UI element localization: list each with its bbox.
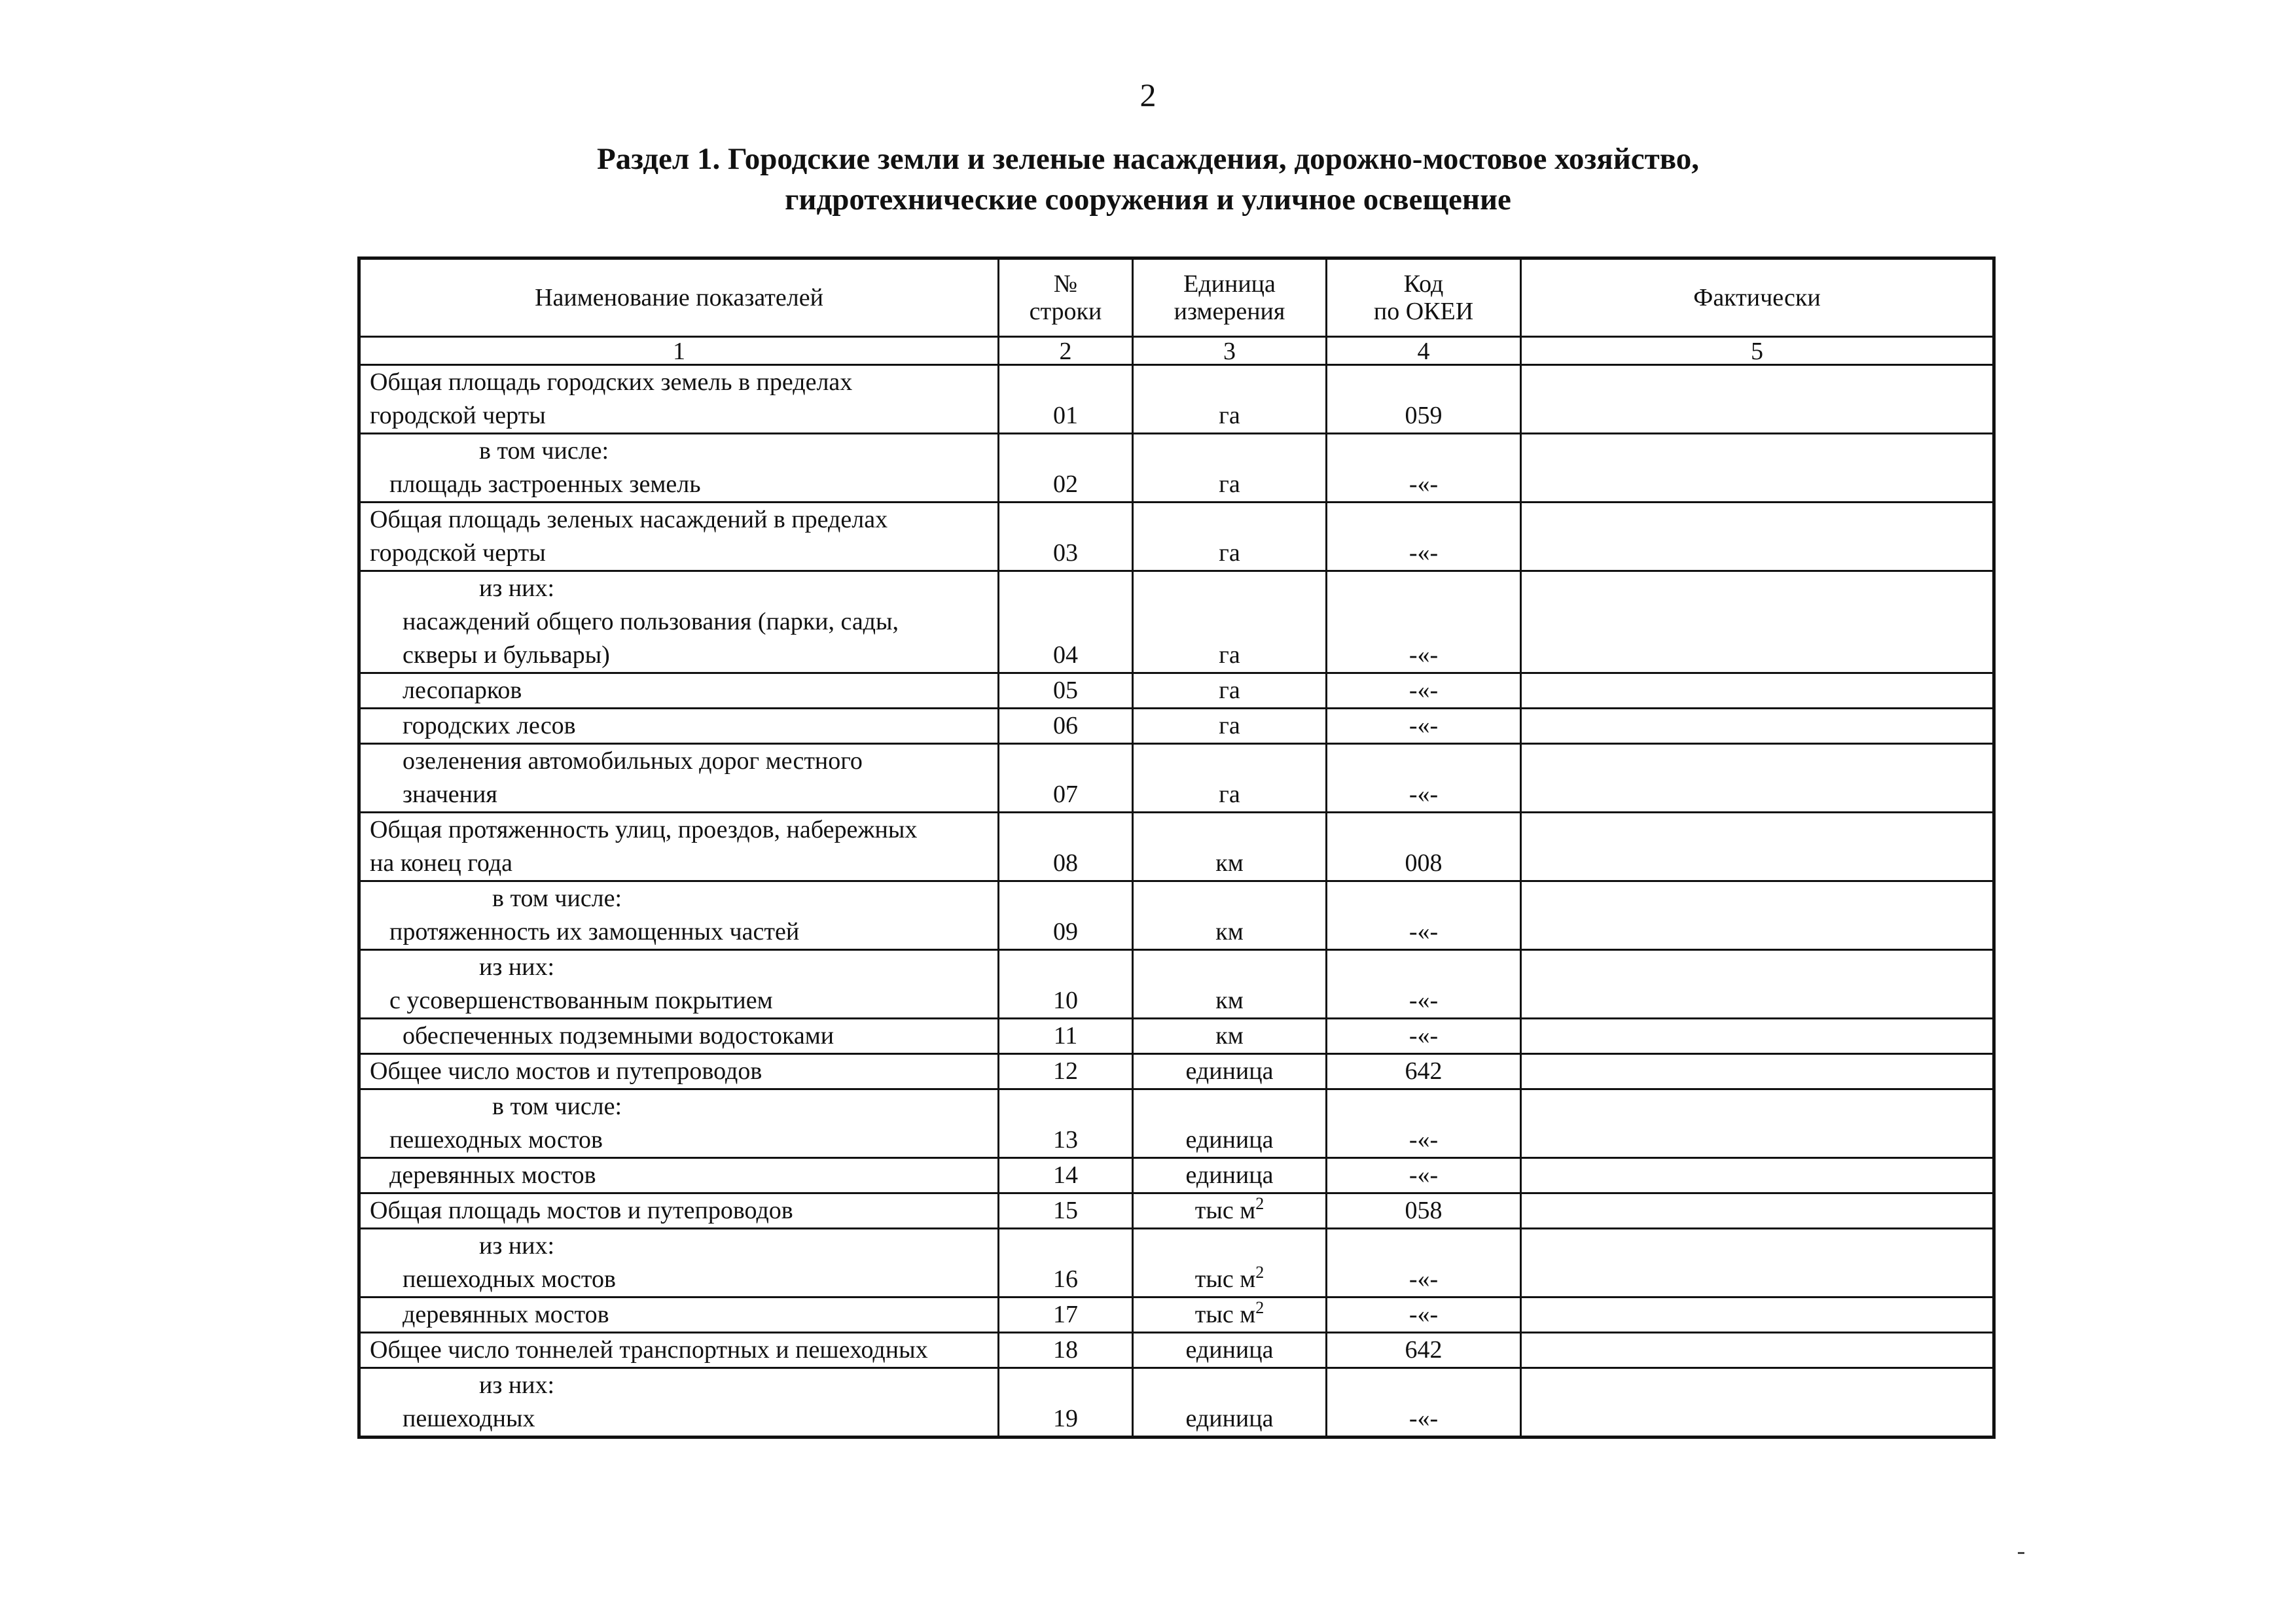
table-row [359,744,1994,813]
unit-text: единица [1185,1336,1274,1364]
unit-superscript: 2 [1255,1263,1265,1282]
unit-text: единица [1185,1405,1274,1432]
okei-code-cell: 059 [1327,365,1521,434]
actual-value-cell[interactable] [1521,1333,1994,1368]
column-number: 1 [359,337,999,365]
indicator-name-cell [359,365,999,434]
indicator-name-cell [359,881,999,950]
indicator-name-cell [359,1089,999,1158]
header-unit-line-2: измерения [1174,298,1285,325]
actual-value-cell[interactable] [1521,881,1994,950]
unit-text: га [1219,781,1240,808]
header-okei-code [1327,258,1521,337]
indicator-name-cell [359,434,999,503]
unit-text: га [1219,641,1240,669]
unit-cell [1133,365,1327,434]
okei-code-cell: -«- [1327,950,1521,1019]
indicator-name-line: пешеходных мостов [389,1126,603,1154]
section-title-line-1: Раздел 1. Городские земли и зеленые насаждения, дорожно-мостовое хозяйство, [596,142,1700,176]
table-row [359,1229,1994,1297]
row-number-cell: 18 [999,1333,1133,1368]
indicators-table [357,256,1996,1439]
indicator-name-line: Общая протяженность улиц, проездов, набережных [370,816,918,843]
indicator-name-line: Общая площадь городских земель в пределах [370,368,853,396]
unit-text: тыс м [1194,1265,1256,1293]
okei-code-cell: -«- [1327,709,1521,744]
okei-code-cell: 008 [1327,813,1521,881]
header-row-number-line-1: № [1053,270,1078,298]
header-unit [1133,258,1327,337]
indicator-name-cell [359,503,999,571]
unit-text: тыс м [1194,1197,1256,1224]
table-row [359,1019,1994,1054]
indicator-name-line: протяженность их замощенных частей [389,918,800,945]
okei-code-cell: 642 [1327,1054,1521,1089]
row-number-cell: 19 [999,1368,1133,1438]
unit-cell [1133,744,1327,813]
indicator-name-cell [359,1333,999,1368]
unit-text: тыс м [1194,1301,1256,1328]
okei-code-cell: 058 [1327,1193,1521,1229]
table-row [359,950,1994,1019]
okei-code-cell: -«- [1327,1368,1521,1438]
table-row [359,571,1994,673]
table-body [359,365,1994,1438]
indicator-name-line: Общая площадь мостов и путепроводов [370,1197,793,1224]
unit-text: км [1215,1022,1244,1050]
column-number: 4 [1327,337,1521,365]
unit-cell [1133,571,1327,673]
header-okei-code-line-2: по ОКЕИ [1373,298,1474,325]
unit-superscript: 2 [1255,1298,1265,1317]
column-number: 2 [999,337,1133,365]
actual-value-cell[interactable] [1521,813,1994,881]
indicator-name-line: лесопарков [403,677,522,704]
actual-value-cell[interactable] [1521,709,1994,744]
okei-code-cell: -«- [1327,434,1521,503]
indicator-name-cell [359,709,999,744]
row-number-cell: 16 [999,1229,1133,1297]
indicator-name-line: из них: [479,1371,555,1399]
table-row [359,434,1994,503]
indicator-name-cell [359,1054,999,1089]
table-row [359,709,1994,744]
indicator-name-line: с усовершенствованным покрытием [389,987,773,1014]
row-number-cell: 11 [999,1019,1133,1054]
unit-cell [1133,434,1327,503]
table-row [359,1089,1994,1158]
unit-text: га [1219,539,1240,567]
indicator-name-cell [359,813,999,881]
indicator-name-line: в том числе: [492,1093,622,1120]
actual-value-cell[interactable] [1521,673,1994,709]
okei-code-cell: -«- [1327,1297,1521,1333]
row-number-cell: 01 [999,365,1133,434]
row-number-cell: 03 [999,503,1133,571]
unit-cell [1133,1297,1327,1333]
indicator-name-line: пешеходных [403,1405,535,1432]
row-number-cell: 14 [999,1158,1133,1193]
okei-code-cell: -«- [1327,1019,1521,1054]
table-row [359,1158,1994,1193]
unit-cell [1133,709,1327,744]
unit-cell [1133,1019,1327,1054]
unit-cell [1133,881,1327,950]
indicator-name-line: Общее число тоннелей транспортных и пешеходных [370,1336,928,1364]
header-name: Наименование показателей [359,258,999,337]
row-number-cell: 04 [999,571,1133,673]
column-number-row [359,337,1994,365]
table-row [359,1054,1994,1089]
table-row [359,1297,1994,1333]
indicator-name-line: пешеходных мостов [403,1265,616,1293]
unit-text: единица [1185,1161,1274,1189]
actual-value-cell[interactable] [1521,1089,1994,1158]
unit-cell [1133,1193,1327,1229]
unit-text: км [1215,918,1244,945]
indicator-name-line: озеленения автомобильных дорог местного [403,747,863,775]
indicator-name-line: значения [403,781,497,808]
table-row [359,1193,1994,1229]
row-number-cell: 10 [999,950,1133,1019]
unit-cell [1133,950,1327,1019]
okei-code-cell: -«- [1327,673,1521,709]
header-row-number [999,258,1133,337]
indicator-name-line: в том числе: [479,437,609,465]
indicator-name-line: на конец года [370,849,513,877]
unit-cell [1133,1158,1327,1193]
indicator-name-cell [359,1193,999,1229]
okei-code-cell: -«- [1327,571,1521,673]
actual-value-cell[interactable] [1521,1054,1994,1089]
indicator-name-cell [359,1019,999,1054]
row-number-cell: 12 [999,1054,1133,1089]
indicator-name-line: насаждений общего пользования (парки, сады, [403,608,899,635]
indicator-name-cell [359,950,999,1019]
okei-code-cell: -«- [1327,1158,1521,1193]
indicator-name-cell [359,1229,999,1297]
actual-value-cell[interactable] [1521,1297,1994,1333]
okei-code-cell: -«- [1327,744,1521,813]
indicator-name-line: Общее число мостов и путепроводов [370,1057,762,1085]
indicator-name-line: деревянных мостов [403,1301,609,1328]
unit-text: км [1215,987,1244,1014]
actual-value-cell[interactable] [1521,1229,1994,1297]
row-number-cell: 06 [999,709,1133,744]
indicator-name-line: деревянных мостов [389,1161,596,1189]
unit-text: единица [1185,1057,1274,1085]
page-number: 2 [1139,77,1157,113]
section-title-line-2: гидротехнические сооружения и уличное освещение [785,183,1511,217]
actual-value-cell[interactable] [1521,503,1994,571]
actual-value-cell[interactable] [1521,1193,1994,1229]
indicator-name-cell [359,1158,999,1193]
table-row [359,503,1994,571]
indicator-name-line: в том числе: [492,885,622,912]
indicator-name-cell [359,571,999,673]
header-okei-code-line-1: Код [1403,270,1444,298]
column-number: 3 [1133,337,1327,365]
table-header-row [359,258,1994,337]
actual-value-cell[interactable] [1521,1019,1994,1054]
unit-text: га [1219,677,1240,704]
row-number-cell: 15 [999,1193,1133,1229]
unit-superscript: 2 [1255,1194,1265,1213]
actual-value-cell[interactable] [1521,434,1994,503]
okei-code-cell: -«- [1327,881,1521,950]
indicator-name-line: из них: [479,953,555,981]
indicator-name-line: площадь застроенных земель [389,470,701,498]
actual-value-cell[interactable] [1521,571,1994,673]
indicator-name-line: из них: [479,574,555,602]
okei-code-cell: -«- [1327,1229,1521,1297]
row-number-cell: 08 [999,813,1133,881]
indicator-name-cell [359,1368,999,1438]
actual-value-cell[interactable] [1521,1158,1994,1193]
indicator-name-line: городской черты [370,539,546,567]
column-number: 5 [1521,337,1994,365]
unit-cell [1133,673,1327,709]
table-row [359,365,1994,434]
unit-text: км [1215,849,1244,877]
header-row-number-line-2: строки [1029,298,1102,325]
section-title [0,139,2296,220]
row-number-cell: 13 [999,1089,1133,1158]
unit-cell [1133,1229,1327,1297]
actual-value-cell[interactable] [1521,744,1994,813]
indicator-name-line: Общая площадь зеленых насаждений в пределах [370,506,888,533]
unit-text: единица [1185,1126,1274,1154]
indicator-name-line: городских лесов [403,712,576,739]
table-row [359,813,1994,881]
actual-value-cell[interactable] [1521,365,1994,434]
table-row [359,881,1994,950]
unit-cell [1133,1368,1327,1438]
row-number-cell: 09 [999,881,1133,950]
okei-code-cell: -«- [1327,1089,1521,1158]
unit-cell [1133,1089,1327,1158]
okei-code-cell: -«- [1327,503,1521,571]
scan-mark [2018,1552,2024,1554]
row-number-cell: 02 [999,434,1133,503]
row-number-cell: 05 [999,673,1133,709]
header-unit-line-1: Единица [1183,270,1276,298]
indicator-name-line: обеспеченных подземными водостоками [403,1022,834,1050]
unit-cell [1133,1054,1327,1089]
table-row [359,1368,1994,1438]
table-row [359,1333,1994,1368]
actual-value-cell[interactable] [1521,950,1994,1019]
indicator-name-cell [359,744,999,813]
row-number-cell: 17 [999,1297,1133,1333]
indicator-name-line: городской черты [370,402,546,429]
indicator-name-line: скверы и бульвары) [403,641,610,669]
unit-cell [1133,1333,1327,1368]
unit-text: га [1219,402,1240,429]
indicator-name-cell [359,673,999,709]
indicator-name-cell [359,1297,999,1333]
unit-text: га [1219,712,1240,739]
indicator-name-line: из них: [479,1232,555,1260]
unit-text: га [1219,470,1240,498]
table-row [359,673,1994,709]
actual-value-cell[interactable] [1521,1368,1994,1438]
okei-code-cell: 642 [1327,1333,1521,1368]
header-actual: Фактически [1521,258,1994,337]
row-number-cell: 07 [999,744,1133,813]
unit-cell [1133,503,1327,571]
unit-cell [1133,813,1327,881]
